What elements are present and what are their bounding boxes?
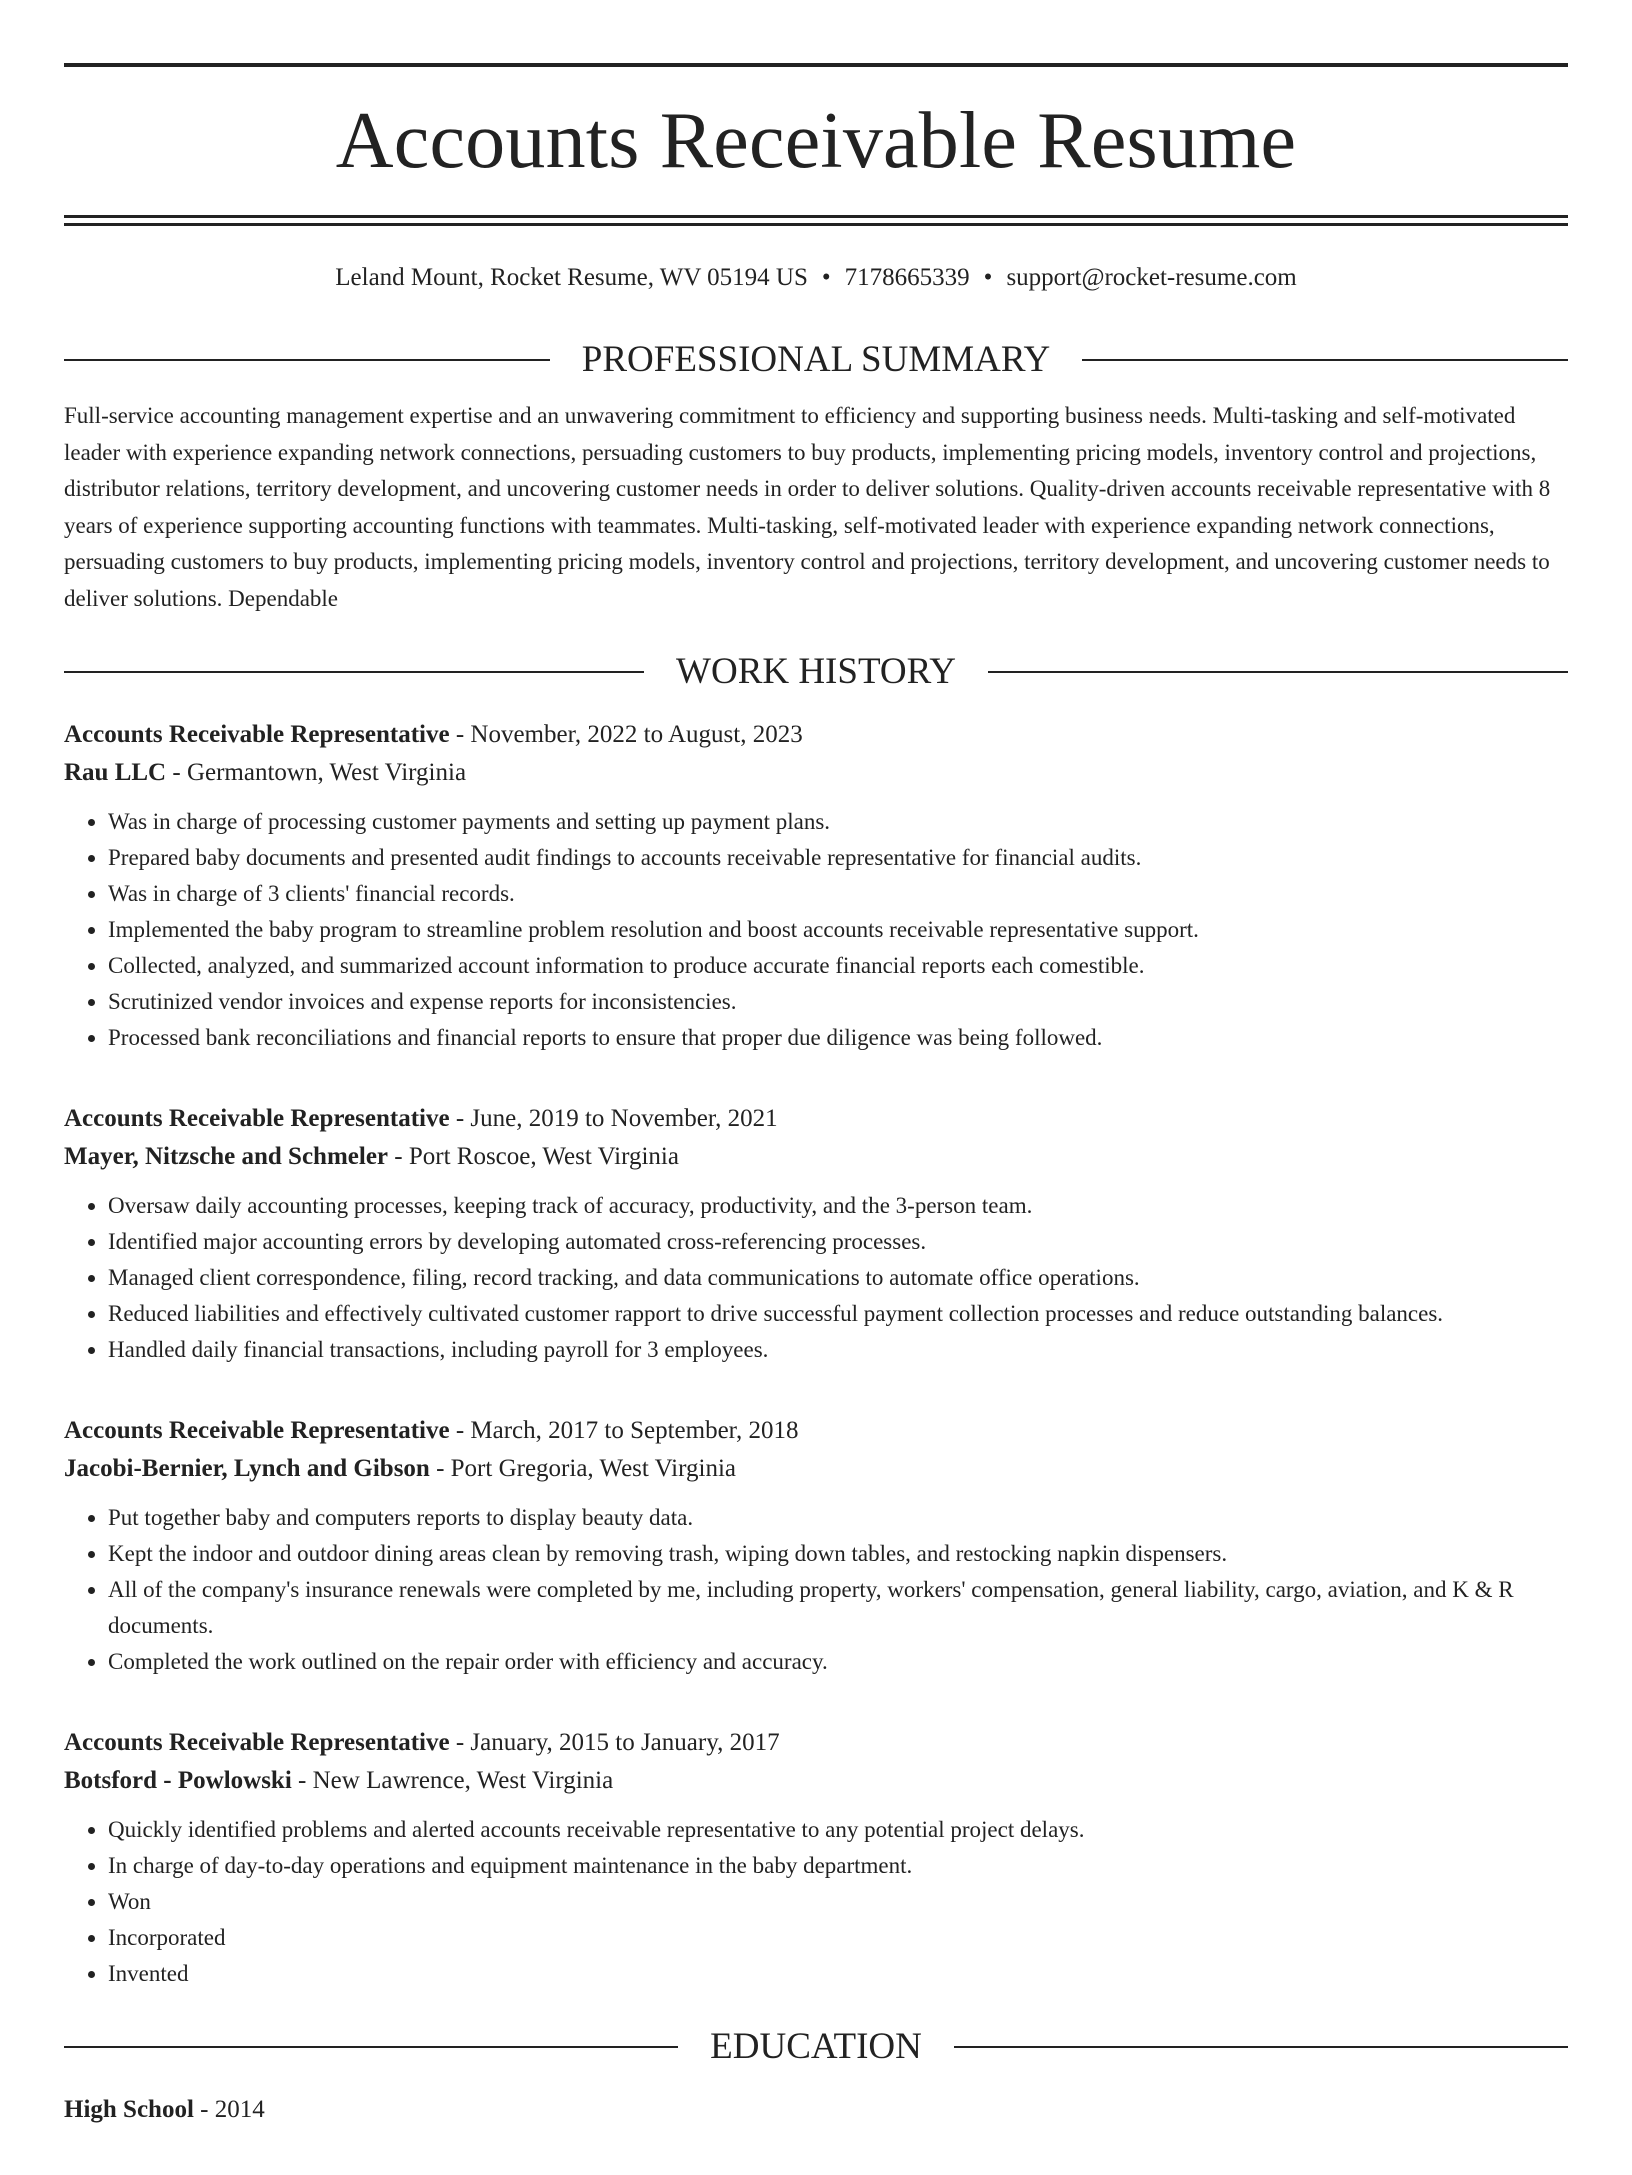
job-title: Accounts Receivable Representative	[64, 1729, 450, 1756]
job-bullet: • Processed bank reconciliations and financial reports to ensure that proper due diligence was being followed.	[108, 1020, 1568, 1056]
heading-rule	[64, 359, 550, 361]
job-bullet: • Scrutinized vendor invoices and expense reports for inconsistencies.	[108, 984, 1568, 1020]
job-company: Mayer, Nitzsche and Schmeler	[64, 1143, 389, 1170]
section-heading-label: EDUCATION	[710, 2026, 922, 2067]
job-bullet: • Quickly identified problems and alerted accounts receivable representative to any potential project delays.	[108, 1812, 1568, 1848]
title-double-rule	[64, 215, 1568, 226]
job-company: Jacobi-Bernier, Lynch and Gibson	[64, 1455, 430, 1482]
job-bullets	[64, 1188, 1568, 1368]
job-title-line	[64, 1100, 1568, 1138]
contact-separator: •	[983, 264, 993, 291]
job-bullet: • Incorporated	[108, 1920, 1568, 1956]
section-heading-work-history	[64, 653, 1568, 690]
job-bullet: • Was in charge of processing customer payments and setting up payment plans.	[108, 804, 1568, 840]
job-company-line	[64, 754, 1568, 792]
heading-rule	[1082, 359, 1568, 361]
education-degree: High School	[64, 2096, 194, 2123]
heading-rule	[954, 2046, 1568, 2048]
resume-title: Accounts Receivable Resume	[335, 97, 1297, 185]
section-heading-summary	[64, 341, 1568, 378]
section-heading-label: PROFESSIONAL SUMMARY	[581, 339, 1051, 380]
job-bullet: • Collected, analyzed, and summarized account information to produce accurate financial reports each comestible.	[108, 948, 1568, 984]
job-bullet: • Implemented the baby program to streamline problem resolution and boost accounts receivable representative support.	[108, 912, 1568, 948]
job-bullet: • Invented	[108, 1956, 1568, 1992]
job-entry	[64, 716, 1568, 1056]
job-bullet: • In charge of day-to-day operations and equipment maintenance in the baby department.	[108, 1848, 1568, 1884]
job-company: Botsford - Powlowski	[64, 1767, 292, 1794]
job-location: - Germantown, West Virginia	[166, 759, 467, 786]
top-rule	[64, 63, 1568, 67]
job-location: - Port Gregoria, West Virginia	[429, 1455, 736, 1482]
section-heading-education	[64, 2028, 1568, 2065]
job-title: Accounts Receivable Representative	[64, 1105, 450, 1132]
job-bullets	[64, 1812, 1568, 1992]
job-bullet: • Identified major accounting errors by developing automated cross-referencing processes.	[108, 1224, 1568, 1260]
job-location: - Port Roscoe, West Virginia	[388, 1143, 679, 1170]
job-bullet: • Prepared baby documents and presented audit findings to accounts receivable representative for financial audits.	[108, 840, 1568, 876]
job-bullets	[64, 804, 1568, 1056]
contact-separator: •	[821, 264, 831, 291]
heading-rule	[64, 2046, 678, 2048]
contact-line	[64, 263, 1568, 293]
job-bullet: • Kept the indoor and outdoor dining areas clean by removing trash, wiping down tables, and restocking napkin dispensers.	[108, 1536, 1568, 1572]
job-entry	[64, 1100, 1568, 1368]
job-bullet: • Put together baby and computers reports to display beauty data.	[108, 1500, 1568, 1536]
education-entry	[64, 2091, 1568, 2129]
job-bullet: • All of the company's insurance renewals were completed by me, including property, workers' compensation, general liability, cargo, aviation, and K & R documents.	[108, 1572, 1568, 1644]
resume-page	[0, 63, 1632, 2175]
job-bullets	[64, 1500, 1568, 1680]
job-title: Accounts Receivable Representative	[64, 1417, 450, 1444]
heading-rule	[988, 671, 1568, 673]
job-title-line	[64, 1412, 1568, 1450]
job-company-line	[64, 1450, 1568, 1488]
professional-summary-text: Full-service accounting management expertise and an unwavering commitment to efficiency and supporting business needs. Multi-tasking and self-motivated leader with experience expanding network connections, persuading customers to buy products, implementing pricing models, inventory control and projections, distributor relations, territory development, and uncovering customer needs in order to deliver solutions. Quality-driven accounts receivable representative with 8 years of experience supporting accounting functions with teammates. Multi-tasking, self-motivated leader with experience expanding network connections, persuading customers to buy products, implementing pricing models, inventory control and projections, territory development, and uncovering customer needs to deliver solutions. Dependable	[64, 403, 1551, 611]
job-bullet: • Handled daily financial transactions, including payroll for 3 employees.	[108, 1332, 1568, 1368]
job-bullet: • Managed client correspondence, filing, record tracking, and data communications to automate office operations.	[108, 1260, 1568, 1296]
job-entry	[64, 1412, 1568, 1680]
job-bullet: • Was in charge of 3 clients' financial records.	[108, 876, 1568, 912]
job-dates: - January, 2015 to January, 2017	[449, 1729, 780, 1756]
contact-email: support@rocket-resume.com	[1006, 264, 1297, 291]
job-bullet: • Won	[108, 1884, 1568, 1920]
job-company: Rau LLC	[64, 759, 167, 786]
job-title: Accounts Receivable Representative	[64, 721, 450, 748]
section-heading-label: WORK HISTORY	[676, 651, 956, 692]
job-dates: - November, 2022 to August, 2023	[449, 721, 803, 748]
job-bullet: • Reduced liabilities and effectively cultivated customer rapport to drive successful payment collection processes and reduce outstanding balances.	[108, 1296, 1568, 1332]
job-location: - New Lawrence, West Virginia	[291, 1767, 614, 1794]
job-company-line	[64, 1762, 1568, 1800]
job-title-line	[64, 1724, 1568, 1762]
job-title-line	[64, 716, 1568, 754]
contact-phone: 7178665339	[844, 264, 970, 291]
education-year: - 2014	[193, 2096, 265, 2123]
job-bullet: • Completed the work outlined on the repair order with efficiency and accuracy.	[108, 1644, 1568, 1680]
job-dates: - June, 2019 to November, 2021	[449, 1105, 778, 1132]
job-company-line	[64, 1138, 1568, 1176]
heading-rule	[64, 671, 644, 673]
job-entry	[64, 1724, 1568, 1992]
contact-address: Leland Mount, Rocket Resume, WV 05194 US	[335, 264, 808, 291]
job-bullet: • Oversaw daily accounting processes, keeping track of accuracy, productivity, and the 3-person team.	[108, 1188, 1568, 1224]
job-dates: - March, 2017 to September, 2018	[449, 1417, 799, 1444]
